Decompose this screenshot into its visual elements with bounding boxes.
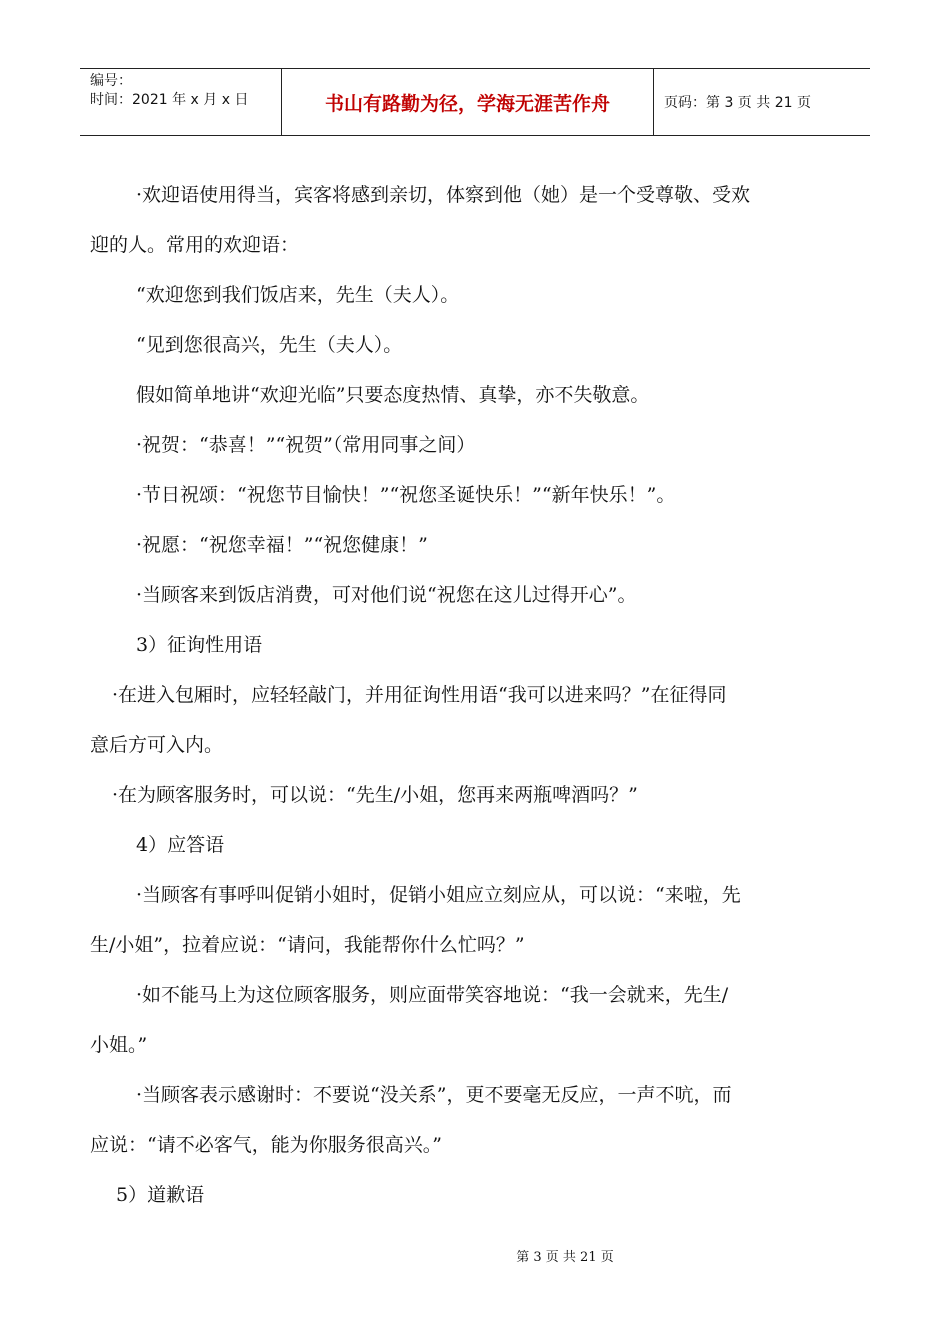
text-line: ·当顾客来到饭店消费，可对他们说“祝您在这儿过得开心”。 xyxy=(136,584,637,606)
document-body xyxy=(90,170,860,1220)
text-line: ·如不能马上为这位顾客服务，则应面带笑容地说：“我一会就来，先生/ xyxy=(136,984,729,1006)
text-line: 小姐。” xyxy=(90,1034,148,1056)
text-line: “见到您很高兴，先生（夫人）。 xyxy=(136,334,403,356)
text-line: 意后方可入内。 xyxy=(90,734,224,756)
header-table xyxy=(80,68,870,136)
page-footer: 第 3 页 共 21 页 xyxy=(516,1250,614,1265)
text-line: ·当顾客有事呼叫促销小姐时，促销小姐应立刻应从，可以说：“来啦，先 xyxy=(136,884,741,906)
text-line: 迎的人。常用的欢迎语： xyxy=(90,234,300,256)
section-heading: 3）征询性用语 xyxy=(136,634,263,656)
text-line: 应说：“请不必客气，能为你服务很高兴。” xyxy=(90,1134,442,1156)
text-line: 假如简单地讲“欢迎光临”只要态度热情、真挚，亦不失敬意。 xyxy=(136,384,650,406)
section-heading: 5）道歉语 xyxy=(116,1184,205,1206)
text-line: ·当顾客表示感谢时：不要说“没关系”，更不要毫无反应，一声不吭，而 xyxy=(136,1084,732,1106)
date-label: 时间：2021 年 x 月 x 日 xyxy=(90,92,249,108)
header-meta xyxy=(80,69,282,135)
text-line: “欢迎您到我们饭店来，先生（夫人）。 xyxy=(136,284,460,306)
text-line: ·祝愿：“祝您幸福！”“祝您健康！” xyxy=(136,534,428,556)
text-line: ·在进入包厢时，应轻轻敲门，并用征询性用语“我可以进来吗？”在征得同 xyxy=(112,684,727,706)
text-line: ·欢迎语使用得当，宾客将感到亲切，体察到他（她）是一个受尊敬、受欢 xyxy=(136,184,751,206)
header-motto: 书山有路勤为径，学海无涯苦作舟 xyxy=(282,69,654,135)
text-line: 生/小姐”，拉着应说：“请问，我能帮你什么忙吗？” xyxy=(90,934,525,956)
text-line: ·在为顾客服务时，可以说：“先生/小姐，您再来两瓶啤酒吗？” xyxy=(112,784,638,806)
number-label: 编号： xyxy=(90,73,132,89)
section-heading: 4）应答语 xyxy=(136,834,225,856)
header-page-info: 页码：第 3 页 共 21 页 xyxy=(664,95,811,111)
text-line: ·祝贺：“恭喜！”“祝贺”（常用同事之间） xyxy=(136,434,476,456)
text-line: ·节日祝颂：“祝您节目愉快！”“祝您圣诞快乐！”“新年快乐！”。 xyxy=(136,484,676,506)
